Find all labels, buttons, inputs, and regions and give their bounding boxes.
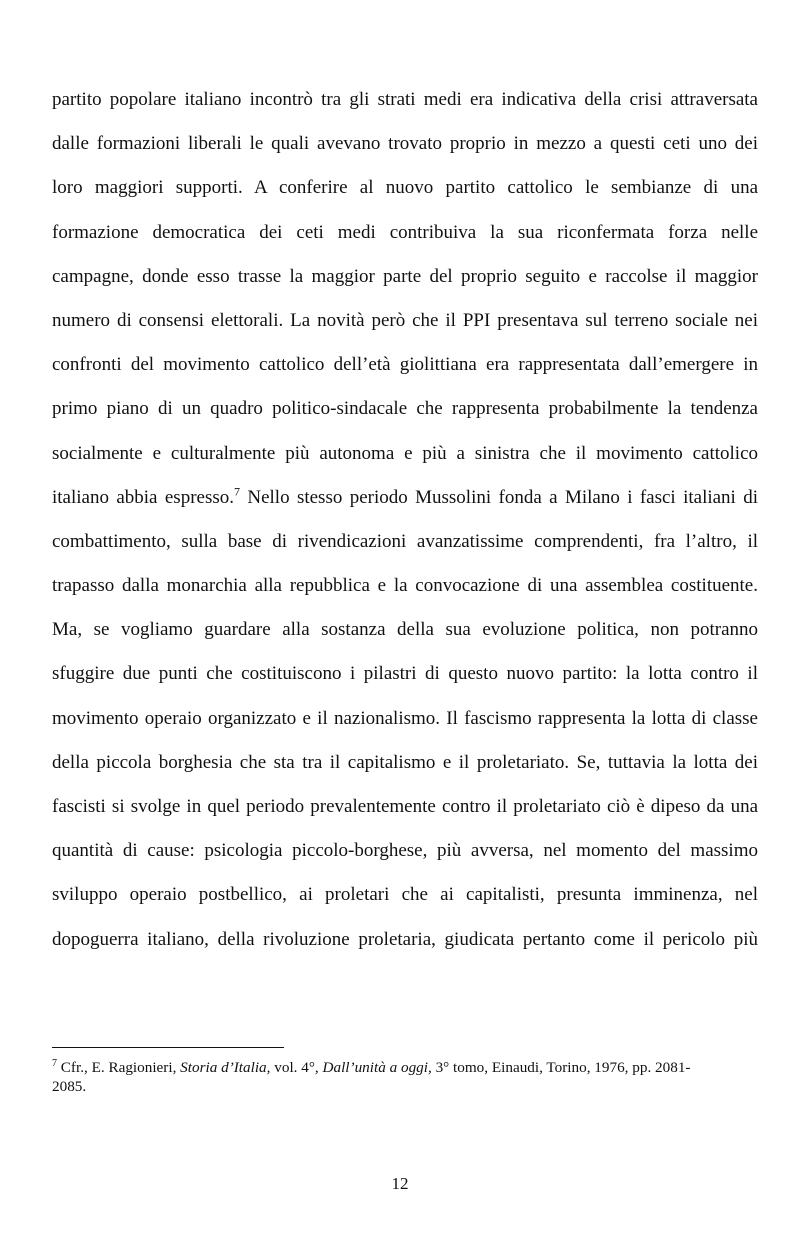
text-line: Ma, se vogliamo guardare alla sostanza della sua evoluzione politica, non potranno — [52, 619, 758, 641]
text-line: dalle formazioni liberali le quali avevano trovato proprio in mezzo a questi ceti uno dei — [52, 133, 758, 155]
footnote-text: Cfr., E. Ragionieri, — [57, 1059, 181, 1076]
text-segment: italiano abbia espresso. — [52, 486, 234, 508]
text-line: combattimento, sulla base di rivendicazioni avanzatissime comprendenti, fra l’altro, il — [52, 530, 758, 552]
footnote-title: Storia d’Italia, — [180, 1059, 271, 1076]
text-line: movimento operaio organizzato e il nazionalismo. Il fascismo rappresenta la lotta di classe — [52, 707, 758, 729]
footnote — [52, 1058, 758, 1096]
footnote-mark: 7 — [52, 1057, 57, 1069]
footnote-title: Dall’unità a oggi, — [322, 1059, 432, 1076]
text-line: confronti del movimento cattolico dell’età giolittiana era rappresentata dall’emergere in — [52, 354, 758, 376]
footnote-reference[interactable]: 7 — [234, 484, 240, 499]
text-line: sviluppo operaio postbellico, ai proletari che ai capitalisti, presunta imminenza, nel — [52, 884, 758, 906]
footnote-separator — [52, 1047, 284, 1048]
text-line: dopoguerra italiano, della rivoluzione proletaria, giudicata pertanto come il pericolo più — [52, 928, 758, 950]
footnote-text: 3° tomo, Einaudi, Torino, 1976, pp. 2081- — [431, 1059, 691, 1076]
text-line: trapasso dalla monarchia alla repubblica e la convocazione di una assemblea costituente. — [52, 575, 758, 597]
text-line: campagne, donde esso trasse la maggior parte del proprio seguito e raccolse il maggior — [52, 265, 758, 287]
text-line: quantità di cause: psicologia piccolo-borghese, più avversa, nel momento del massimo — [52, 840, 758, 862]
text-line: partito popolare italiano incontrò tra gli strati medi era indicativa della crisi attraversata — [52, 89, 758, 110]
body-text — [52, 78, 758, 962]
text-line: sfuggire due punti che costituiscono i pilastri di questo nuovo partito: la lotta contro il — [52, 663, 758, 685]
text-line: della piccola borghesia che sta tra il capitalismo e il proletariato. Se, tuttavia la lotta dei — [52, 751, 758, 773]
page-number: 12 — [391, 1174, 409, 1193]
text-line: numero di consensi elettorali. La novità però che il PPI presentava sul terreno sociale nei — [52, 309, 758, 331]
text-segment: Nello stesso periodo Mussolini fonda a Milano i fasci italiani di — [240, 486, 758, 508]
text-line: formazione democratica dei ceti medi contribuiva la sua riconfermata forza nelle — [52, 221, 758, 243]
footnote-line: 2085. — [52, 1078, 87, 1095]
text-line: primo piano di un quadro politico-sindacale che rappresenta probabilmente la tendenza — [52, 398, 758, 420]
text-line-with-footnote-ref — [52, 476, 758, 520]
text-line: loro maggiori supporti. A conferire al nuovo partito cattolico le sembianze di una — [52, 177, 758, 199]
text-line: fascisti si svolge in quel periodo prevalentemente contro il proletariato ciò è dipeso da una — [52, 796, 758, 817]
text-line: socialmente e culturalmente più autonoma e più a sinistra che il movimento cattolico — [52, 442, 758, 464]
footnote-line — [52, 1058, 758, 1077]
footnote-text: vol. 4°, — [270, 1059, 323, 1076]
